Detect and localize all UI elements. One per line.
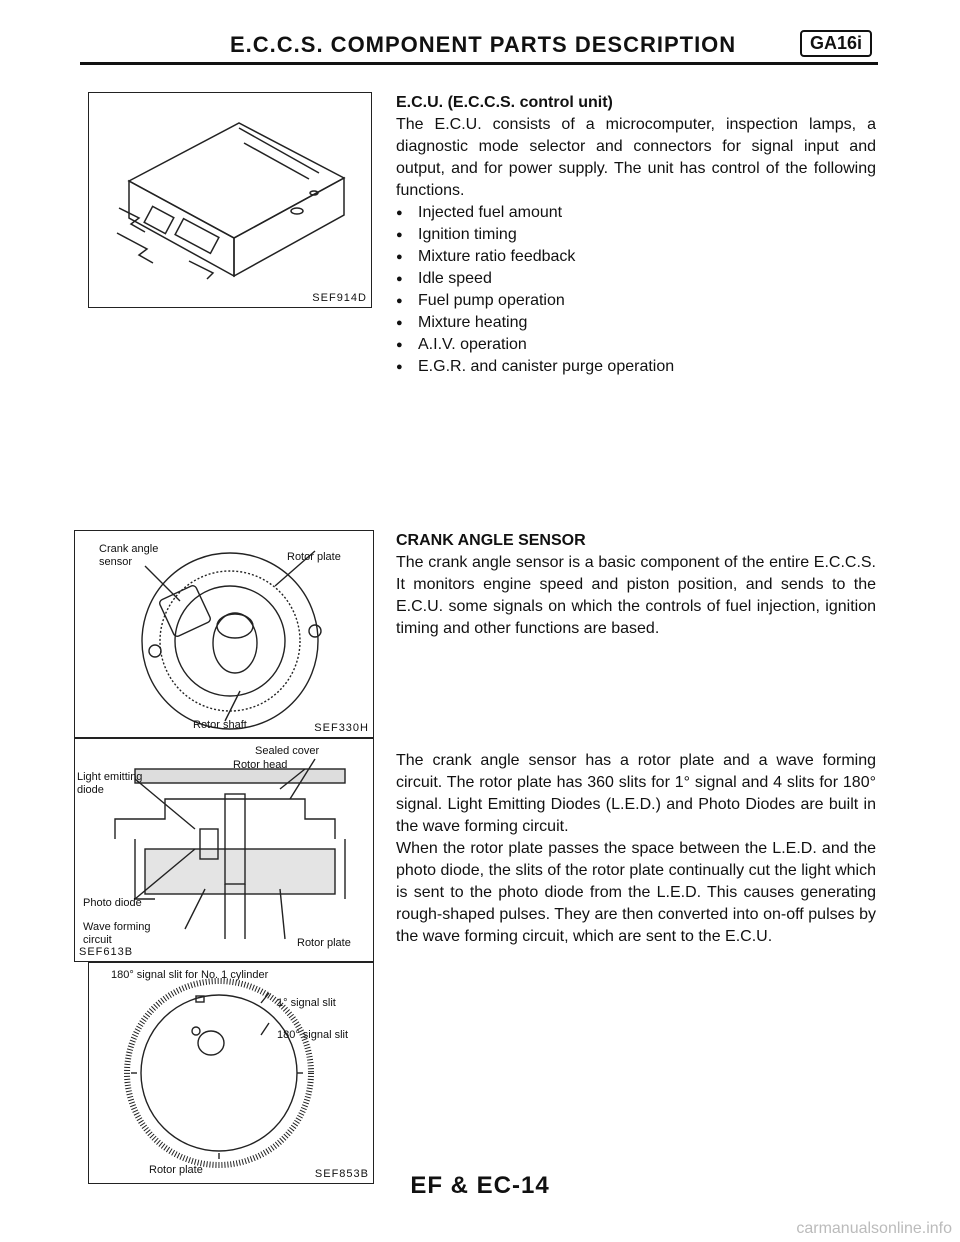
label-rotor-shaft: Rotor shaft — [193, 719, 247, 731]
label-photo-diode: Photo diode — [83, 897, 142, 909]
figure-id: SEF330H — [314, 722, 369, 734]
crank-sensor-detail — [396, 750, 876, 948]
label-180-signal-slit-no1: 180° signal slit for No. 1 cylinder — [111, 969, 269, 981]
label-crank-angle-sensor: Crank angle sensor — [99, 543, 159, 568]
header-rule — [80, 62, 878, 65]
list-item: ● Injected fuel amount — [396, 202, 876, 224]
figure-id: SEF853B — [314, 1168, 369, 1180]
figure-cross-section — [74, 738, 374, 962]
figure-ecu — [88, 92, 372, 308]
figure-id: SEF914D — [312, 292, 367, 304]
page-header — [80, 28, 880, 64]
ecu-section — [396, 92, 876, 378]
crank-description-1: The crank angle sensor is a basic component of the entire E.C.C.S. It monitors engine speed and piston position, and sends to the E.C.U. some signals on which the controls of fuel injection, ignition timing and other functions are based. — [396, 554, 876, 637]
label-wave-forming-circuit: Wave forming circuit — [83, 921, 151, 946]
crank-sensor-section — [396, 530, 876, 640]
figure-crank-sensor — [74, 530, 374, 738]
page-title: E.C.C.S. COMPONENT PARTS DESCRIPTION — [230, 32, 737, 57]
label-rotor-plate: Rotor plate — [149, 1164, 203, 1176]
label-light-emitting-diode: Light emitting diode — [77, 771, 143, 796]
list-item: ● Ignition timing — [396, 224, 876, 246]
page-number: EF & EC-14 — [410, 1172, 550, 1199]
ecu-function-list — [396, 202, 876, 378]
crank-section-title: CRANK ANGLE SENSOR — [396, 532, 586, 549]
engine-badge: GA16i — [800, 30, 872, 57]
label-1deg-signal-slit: 1° signal slit — [277, 997, 336, 1009]
list-item: ● Mixture heating — [396, 312, 876, 334]
figure-id: SEF613B — [79, 946, 134, 958]
rotor-plate-illustration — [89, 963, 373, 1183]
figure-rotor-plate — [88, 962, 374, 1184]
list-item: ● Idle speed — [396, 268, 876, 290]
watermark: carmanualsonline.info — [796, 1220, 952, 1237]
label-rotor-plate: Rotor plate — [297, 937, 351, 949]
label-rotor-plate: Rotor plate — [287, 551, 341, 563]
list-item: ● A.I.V. operation — [396, 334, 876, 356]
crank-description-2: The crank angle sensor has a rotor plate and a wave forming circuit. The rotor plate has 360 slits for 1° signal and 4 slits for 180° signal. Light Emitting Diodes (L.E.D.) and Photo Diodes are built in the wave forming circuit. — [396, 752, 876, 835]
ecu-illustration — [89, 93, 371, 307]
list-item: ● E.G.R. and canister purge operation — [396, 356, 876, 378]
label-sealed-cover: Sealed cover — [255, 745, 320, 757]
list-item: ● Mixture ratio feedback — [396, 246, 876, 268]
label-rotor-head: Rotor head — [233, 759, 288, 771]
crank-description-3: When the rotor plate passes the space between the L.E.D. and the photo diode, the slits of the rotor plate continually cut the light which is sent to the photo diode from the L.E.D. This causes generating rough-shaped pulses. They are then converted into on-off pulses by the wave forming circuit, which are sent to the E.C.U. — [396, 840, 876, 945]
ecu-section-title: E.C.U. (E.C.C.S. control unit) — [396, 94, 613, 111]
list-item: ● Fuel pump operation — [396, 290, 876, 312]
label-180-signal-slit: 180° signal slit — [277, 1029, 349, 1041]
ecu-description: The E.C.U. consists of a microcomputer, inspection lamps, a diagnostic mode selector and connectors for signal input and output, and for power supply. The unit has control of the following functions. — [396, 116, 876, 199]
